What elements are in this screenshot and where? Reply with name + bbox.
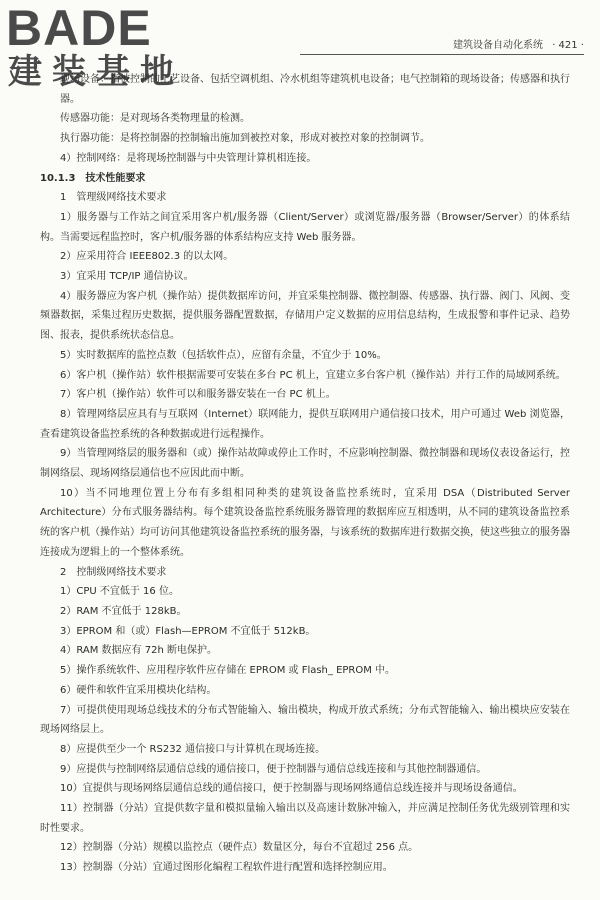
- section-heading: 10.1.3 技术性能要求: [40, 172, 146, 184]
- paragraph: 1）CPU 不宜低于 16 位。: [60, 586, 179, 598]
- page-number: · 421 ·: [552, 40, 584, 51]
- watermark-logo-top: BADE: [6, 0, 152, 56]
- paragraph: 6）硬件和软件宜采用模块化结构。: [60, 684, 217, 696]
- paragraph: 执行器功能：是将控制器的控制输出施加到被控对象，形成对被控对象的控制调节。: [60, 133, 430, 145]
- paragraph: 6）客户机（操作站）软件根据需要可安装在多台 PC 机上，宜建立多台客户机（操作站）并行工作的局域网系统。: [60, 369, 566, 381]
- paragraph: 传感器功能：是对现场各类物理量的检测。: [60, 113, 250, 125]
- paragraph: 5）操作系统软件、应用程序软件应存储在 EPROM 或 Flash_ EPROM 中。: [60, 665, 396, 677]
- running-head: [300, 36, 584, 55]
- paragraph: 10）当不同地理位置上分布有多组相同种类的建筑设备监控系统时，宜采用 DSA（Distributed Server Architecture）分布式服务器结构。每个建筑设备监控系统服务器管理的数据库应互相透明，从不同的建筑设备监控系统的客户机（操作站）均可访问其他建筑设备监控系统的服务器，与该系统的数据库进行数据交换，使这些独立的服务器连接成为逻辑上的一个整体系统。: [40, 487, 570, 558]
- page-body: [40, 70, 570, 878]
- running-head-title: 建筑设备自动化系统: [453, 40, 543, 51]
- paragraph: 8）应提供至少一个 RS232 通信接口与计算机在现场连接。: [60, 743, 326, 755]
- paragraph: 现场设备：指被控制的工艺设备、包括空调机组、冷水机组等建筑机电设备；电气控制箱的现场设备；传感器和执行器。: [60, 74, 570, 105]
- paragraph: 9）当管理网络层的服务器和（或）操作站故障或停止工作时，不应影响控制器、微控制器和现场仪表设备运行，控制网络层、现场网络层通信也不应因此而中断。: [40, 448, 570, 480]
- paragraph: 4）服务器应为客户机（操作站）提供数据库访问，并宜采集控制器、微控制器、传感器、执行器、阀门、风阀、变频器数据，采集过程历史数据，提供服务器配置数据，存储用户定义数据的应用信息结构，生成报警和事件记录、趋势图、报表，提供系统状态信息。: [40, 290, 570, 342]
- paragraph: 3）EPROM 和（或）Flash—EPROM 不宜低于 512kB。: [60, 625, 316, 637]
- paragraph: 9）应提供与控制网络层通信总线的通信接口，便于控制器与通信总线连接和与其他控制器通信。: [60, 763, 487, 775]
- paragraph: 2）应采用符合 IEEE802.3 的以太网。: [60, 251, 234, 263]
- paragraph: 4）控制网络：是将现场控制器与中央管理计算机相连接。: [60, 152, 317, 164]
- paragraph: 4）RAM 数据应有 72h 断电保护。: [60, 645, 217, 657]
- paragraph: 3）宜采用 TCP/IP 通信协议。: [60, 271, 194, 283]
- paragraph: 12）控制器（分站）规模以监控点（硬件点）数量区分，每台不宜超过 256 点。: [60, 842, 419, 854]
- paragraph: 2）RAM 不宜低于 128kB。: [60, 605, 187, 617]
- paragraph: 7）可提供使用现场总线技术的分布式智能输入、输出模块，构成开放式系统；分布式智能输入、输出模块应安装在现场网络层上。: [40, 704, 570, 736]
- subsection-heading: 2 控制级网络技术要求: [60, 566, 167, 578]
- paragraph: 13）控制器（分站）宜通过图形化编程工程软件进行配置和选择控制应用。: [60, 862, 393, 874]
- subsection-heading: 1 管理级网络技术要求: [60, 192, 167, 204]
- paragraph: 1）服务器与工作站之间宜采用客户机/服务器（Client/Server）或浏览器/服务器（Browser/Server）的体系结构。当需要远程监控时，客户机/服务器的体系结构应支持 Web 服务器。: [40, 211, 570, 243]
- paragraph: 10）宜提供与现场网络层通信总线的通信接口，便于控制器与现场网络通信总线连接并与现场设备通信。: [60, 783, 523, 795]
- paragraph: 11）控制器（分站）宜提供数字量和模拟量输入输出以及高速计数脉冲输入，并应满足控制任务优先级别管理和实时性要求。: [40, 803, 570, 834]
- watermark-logo-bottom: 建装基地: [8, 52, 184, 92]
- paragraph: 8）管理网络层应具有与互联网（Internet）联网能力，提供互联网用户通信接口技术，用户可通过 Web 浏览器，查看建筑设备监控系统的各种数据或进行远程操作。: [40, 408, 570, 440]
- paragraph: 7）客户机（操作站）软件可以和服务器安装在一台 PC 机上。: [60, 389, 336, 401]
- paragraph: 5）实时数据库的监控点数（包括软件点），应留有余量，不宜少于 10%。: [60, 349, 387, 361]
